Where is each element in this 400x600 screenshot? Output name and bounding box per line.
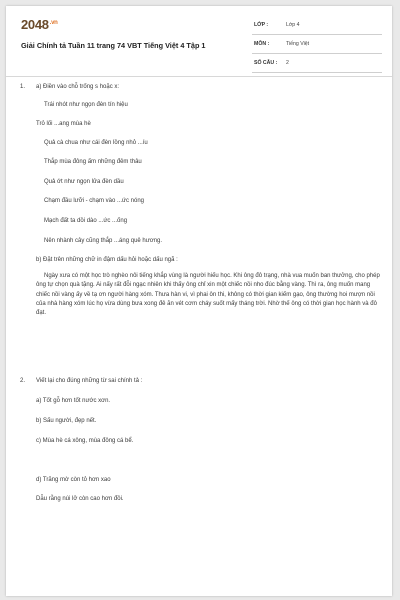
poem-line: Quả cà chua như cái đèn lồng nhỏ ...íu (44, 140, 148, 146)
question-number: 1. (20, 84, 26, 90)
q2-item: c) Mùa hè cá xông, mùa đông cá bể. (36, 438, 134, 444)
poem-line: Trỏ lối ...ang mùa hè (36, 121, 91, 127)
meta-row-grade (252, 16, 382, 35)
q1-part-a: a) Điền vào chỗ trống s hoặc x: (36, 84, 120, 90)
q2-item: d) Trăng mờ còn tỏ hơn xao (36, 477, 111, 483)
header-divider (6, 76, 392, 77)
q2-item: Dẫu rằng núi lở còn cao hơn đồi. (36, 496, 124, 502)
meta-label: SỐ CÂU : (254, 60, 278, 66)
worksheet-page (6, 6, 392, 596)
meta-value: Lớp 4 (286, 22, 300, 28)
poem-line: Mạch đất ta dồi dào ...ức ...ống (44, 218, 128, 224)
q2-item: b) Sấu người, đẹp nết. (36, 418, 97, 424)
meta-value: Tiếng Việt (286, 41, 310, 47)
q2-prompt: Viết lại cho đúng những từ sai chính tả : (36, 378, 143, 384)
poem-line: Trái nhót như ngọn đèn tín hiệu (44, 102, 128, 108)
poem-line: Quả ớt như ngọn lửa đèn dầu (44, 179, 124, 185)
meta-label: LỚP : (254, 22, 269, 28)
question-number: 2. (20, 378, 26, 384)
poem-line: Thắp mùa đông ấm những đêm thâu (44, 159, 142, 165)
meta-info (252, 16, 382, 73)
site-logo[interactable]: $2048^{.vn}$ (21, 17, 58, 32)
poem-line: Chạm đầu lưỡi - chạm vào ...ức nóng (44, 198, 145, 204)
q1-part-b: b) Đặt trên những chữ in đậm dấu hỏi hoặc dấu ngã : (36, 257, 178, 263)
q2-item: a) Tốt gỗ hơn tốt nước xơn. (36, 398, 111, 404)
meta-value: 2 (286, 60, 289, 66)
q1-paragraph: Ngày xưa có một học trò nghèo nôi tiếng khắp vùng là người hiếu học. Khi ông đô trạng, nhà vua muốn ban thưởng, cho phép ông tự chọn quà tặng. Ai nấy rất đỗi ngạc nhiên khi thấy ông chỉ xin một chiếc nồi nho đúc bằng vàng. Thì ra, ông muốn mang chiếc nồi vàng ấy về tạ ơn người hàng xóm. Thưa hàn vi, vì phai ôn thi, không có thời gian kiếm gạo, ông thường hoi mượn nồi của nhà hàng xóm lúc họ vừa dùng bưa xong đê ăn vét cơm cháy suốt mấy tháng trời. Nhờ thế ông có thời gian học hành và đô đạt. (36, 273, 380, 317)
meta-label: MÔN : (254, 41, 270, 47)
page-header (6, 6, 392, 76)
page-title: Giải Chính tả Tuần 11 trang 74 VBT Tiếng Việt 4 Tập 1 (21, 41, 206, 50)
meta-row-subject (252, 35, 382, 54)
meta-row-count (252, 54, 382, 73)
poem-line: Nên nhành cây cũng thắp ...áng quê hương. (44, 238, 163, 244)
